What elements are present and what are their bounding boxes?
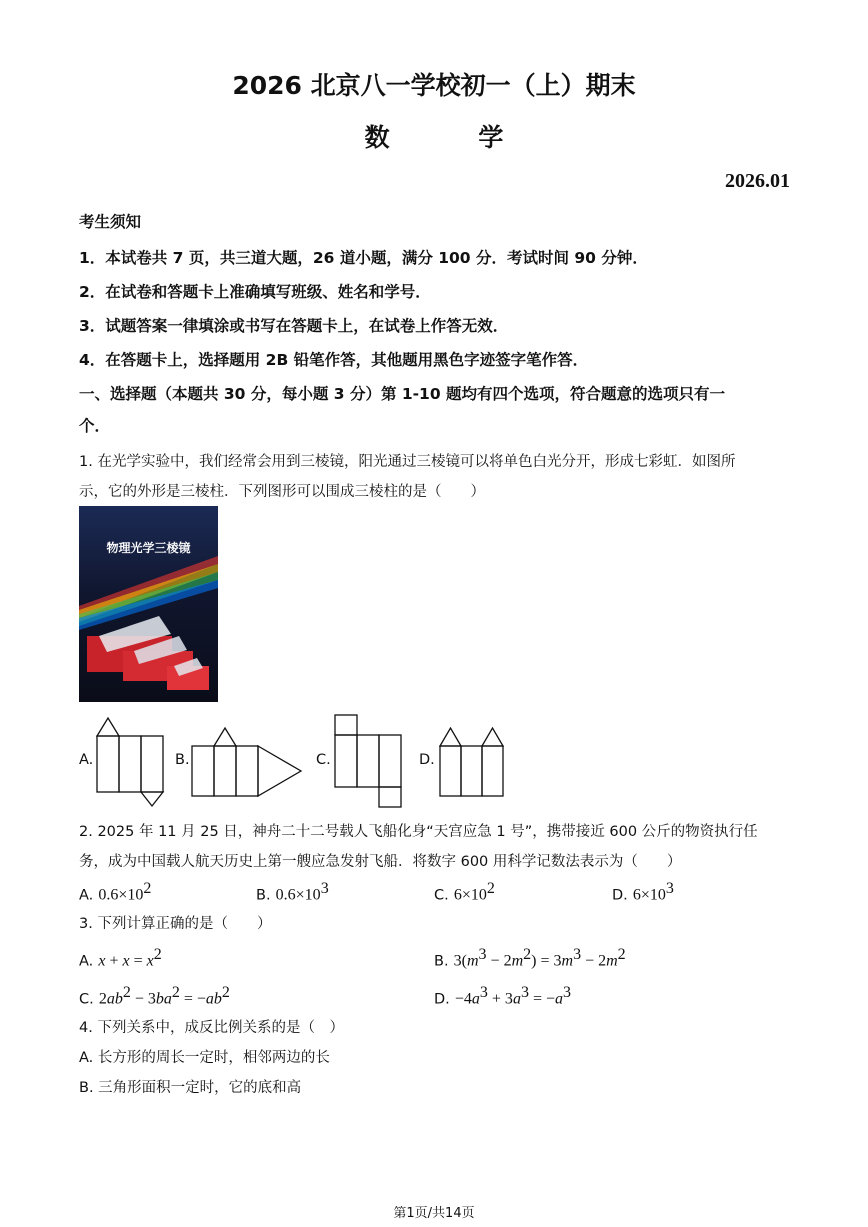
exam-title: 2026 北京八一学校初一（上）期末	[232, 71, 636, 100]
q1-option-b-label: B.	[175, 752, 190, 768]
section-heading-cont: 个．	[79, 417, 111, 435]
subject-title: 数 学	[364, 123, 544, 152]
prism-illustration	[79, 506, 218, 702]
option-exponent: 3	[320, 880, 329, 897]
option-expression: 2	[98, 990, 107, 1008]
notice-item: 2．在试卷和答题卡上准确填写班级、姓名和学号．	[79, 283, 431, 301]
prism-photo	[79, 506, 218, 702]
section-heading: 一、选择题（本题共 30 分，每小题 3 分）第 1-10 题均有四个选项，符合题意的选项只有一	[79, 385, 726, 403]
option-exponent: 2	[143, 880, 152, 897]
q4-option-b: B. 三角形面积一定时，它的底和高	[79, 1080, 302, 1096]
option-label: D.	[612, 887, 628, 904]
q3-option-c: C. $2ab^2 - 3ba^2 = -ab^2$	[79, 984, 230, 1008]
q2-option-a	[79, 880, 151, 904]
notice-heading: 考生须知	[79, 213, 142, 231]
option-value: 0.6×10	[98, 886, 144, 904]
option-exponent: 2	[486, 880, 495, 897]
q2-stem-cont: 务，成为中国载人航天历史上第一艘应急发射飞船．将数字 600 用科学记数法表示为（ ）	[79, 854, 682, 870]
option-label: C.	[434, 887, 449, 904]
q1-option-c-net	[333, 713, 403, 809]
q4-option-a: A. 长方形的周长一定时，相邻两边的长	[79, 1050, 330, 1066]
q1-option-a-label: A.	[79, 752, 94, 768]
q4-stem: 4. 下列关系中，成反比例关系的是（ ）	[79, 1020, 344, 1036]
q3-option-b: B. $3(m^3 - 2m^2) = 3m^3 - 2m^2$	[434, 946, 626, 970]
q3-option-d: D. $-4a^3 + 3a^3 = -a^3$	[434, 984, 571, 1008]
option-exponent: 3	[665, 880, 674, 897]
option-label: A.	[79, 953, 94, 970]
option-value: 6×10	[632, 886, 666, 904]
q1-stem: 1. 在光学实验中，我们经常会用到三棱镜，阳光通过三棱镜可以将单色白光分开，形成七彩虹．如图所	[79, 454, 736, 470]
q1-option-b-net	[191, 726, 303, 798]
q2-option-c	[434, 880, 495, 904]
option-label: A.	[79, 887, 94, 904]
exam-date: 2026.01	[725, 170, 790, 192]
option-expression: x	[98, 952, 106, 970]
notice-item: 3．试题答案一律填涂或书写在答题卡上，在试卷上作答无效．	[79, 317, 509, 335]
q3-option-a: A. $x + x = x^2$	[79, 946, 162, 970]
q2-option-d	[612, 880, 674, 904]
notice-item: 4．在答题卡上，选择题用 2B 铅笔作答，其他题用黑色字迹签字笔作答．	[79, 351, 589, 369]
q2-stem: 2. 2025 年 11 月 25 日，神舟二十二号载人飞船化身“天宫应急 1 号”，携带接近 600 公斤的物资执行任	[79, 824, 758, 840]
q1-option-d-label: D.	[419, 752, 435, 768]
q1-option-c-label: C.	[316, 752, 331, 768]
option-value: 6×10	[453, 886, 487, 904]
q1-stem-cont: 示，它的外形是三棱柱．下列图形可以围成三棱柱的是（ ）	[79, 484, 485, 500]
q2-option-b	[256, 880, 329, 904]
q1-option-d-net	[438, 726, 506, 798]
option-label: B.	[256, 887, 271, 904]
q1-option-a-net	[95, 716, 165, 808]
option-expression: −4	[454, 990, 472, 1008]
option-expression: 3(	[453, 952, 467, 970]
q3-stem: 3. 下列计算正确的是（ ）	[79, 916, 272, 932]
photo-title: 物理光学三棱镜	[106, 541, 191, 555]
option-label: D.	[434, 991, 450, 1008]
option-label: B.	[434, 953, 449, 970]
page-footer: 第1页/共14页	[393, 1206, 475, 1221]
option-label: C.	[79, 991, 94, 1008]
notice-item: 1．本试卷共 7 页，共三道大题，26 道小题，满分 100 分．考试时间 90 分钟．	[79, 249, 648, 267]
option-value: 0.6×10	[275, 886, 321, 904]
